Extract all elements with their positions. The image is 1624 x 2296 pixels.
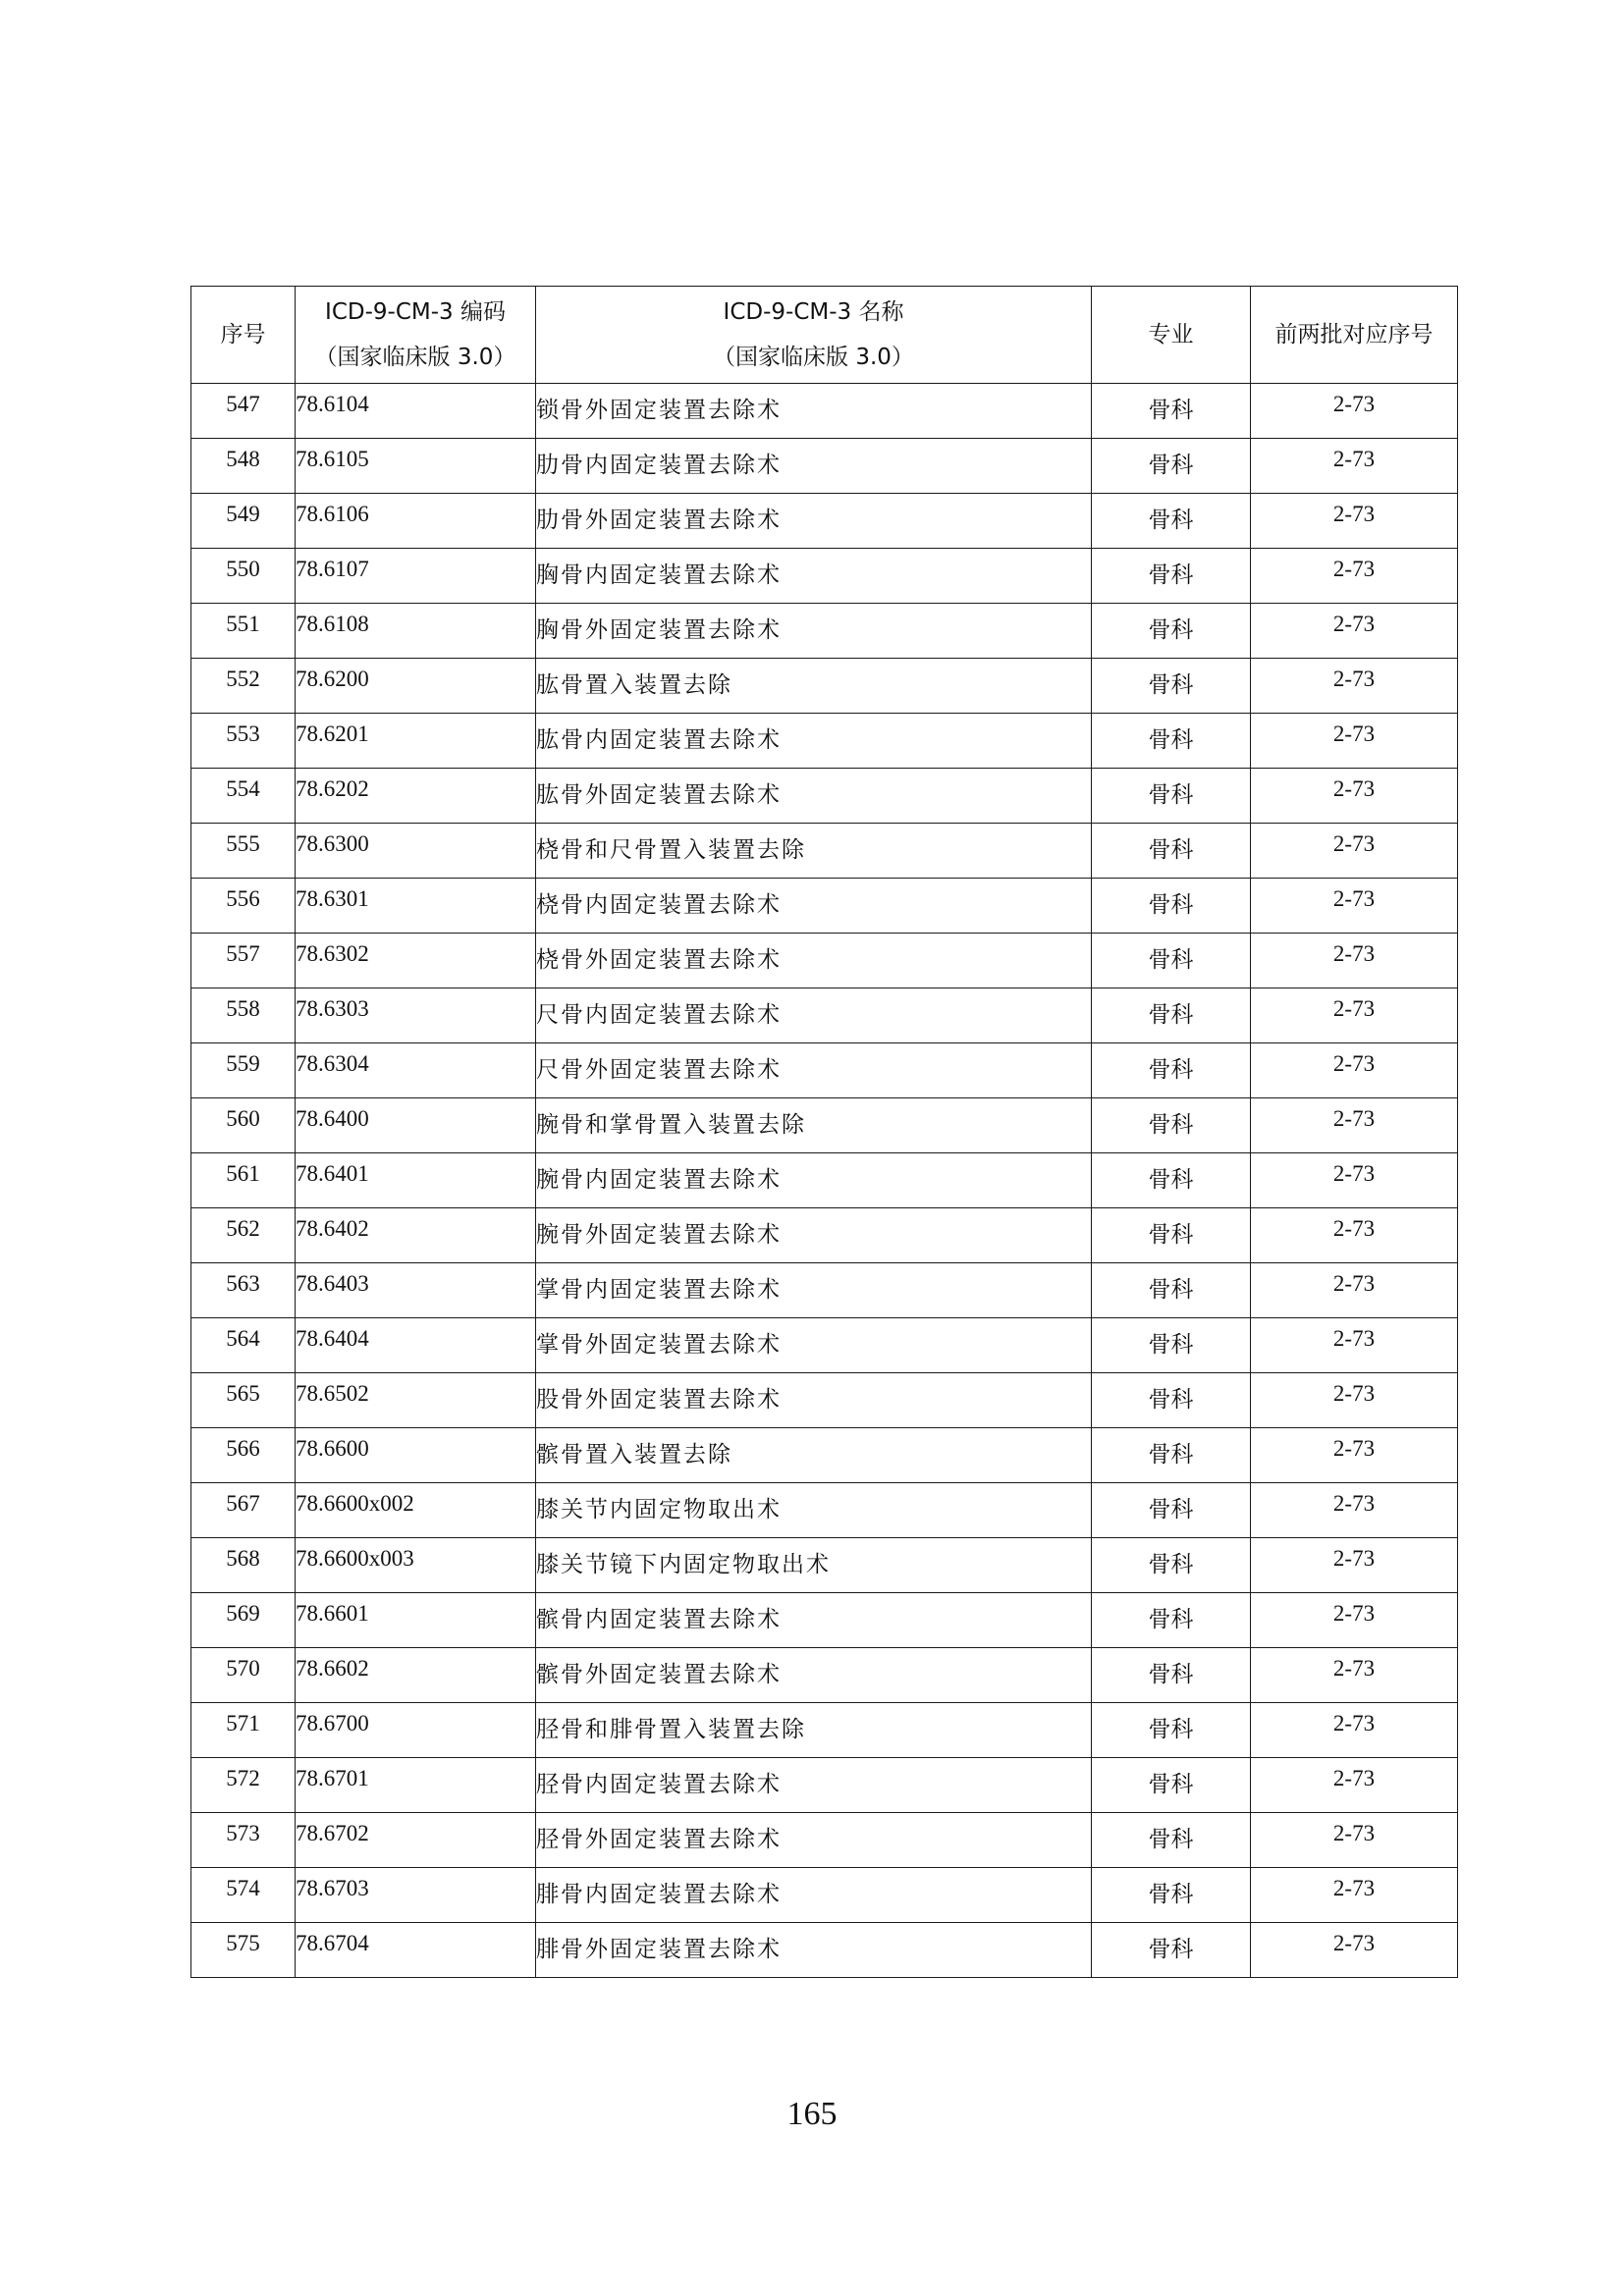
table-row — [191, 1208, 1458, 1263]
cell-specialty: 骨科 — [1092, 714, 1251, 769]
cell-specialty: 骨科 — [1092, 934, 1251, 988]
table-row — [191, 1373, 1458, 1428]
cell-code: 78.6704 — [296, 1923, 536, 1978]
cell-specialty: 骨科 — [1092, 384, 1251, 439]
cell-name: 髌骨外固定装置去除术 — [536, 1648, 1092, 1703]
cell-specialty: 骨科 — [1092, 1098, 1251, 1153]
cell-code: 78.6201 — [296, 714, 536, 769]
cell-name: 肱骨内固定装置去除术 — [536, 714, 1092, 769]
cell-specialty: 骨科 — [1092, 1483, 1251, 1538]
cell-seq: 548 — [191, 439, 296, 494]
cell-prev-seq: 2-73 — [1251, 1813, 1458, 1868]
table-row — [191, 659, 1458, 714]
cell-seq: 563 — [191, 1263, 296, 1318]
cell-code: 78.6502 — [296, 1373, 536, 1428]
cell-prev-seq: 2-73 — [1251, 934, 1458, 988]
cell-specialty: 骨科 — [1092, 879, 1251, 934]
cell-seq: 554 — [191, 769, 296, 824]
cell-code: 78.6300 — [296, 824, 536, 879]
table-row — [191, 1538, 1458, 1593]
cell-name: 肋骨内固定装置去除术 — [536, 439, 1092, 494]
cell-name: 胫骨内固定装置去除术 — [536, 1758, 1092, 1813]
cell-name: 尺骨外固定装置去除术 — [536, 1043, 1092, 1098]
cell-name: 尺骨内固定装置去除术 — [536, 988, 1092, 1043]
cell-prev-seq: 2-73 — [1251, 1153, 1458, 1208]
cell-seq: 571 — [191, 1703, 296, 1758]
cell-code: 78.6402 — [296, 1208, 536, 1263]
cell-specialty: 骨科 — [1092, 439, 1251, 494]
table-row — [191, 988, 1458, 1043]
cell-code: 78.6108 — [296, 604, 536, 659]
cell-code: 78.6304 — [296, 1043, 536, 1098]
cell-seq: 559 — [191, 1043, 296, 1098]
header-seq: 序号 — [191, 287, 296, 384]
cell-prev-seq: 2-73 — [1251, 439, 1458, 494]
cell-specialty: 骨科 — [1092, 1758, 1251, 1813]
cell-specialty: 骨科 — [1092, 1703, 1251, 1758]
table-row — [191, 934, 1458, 988]
cell-specialty: 骨科 — [1092, 824, 1251, 879]
cell-code: 78.6702 — [296, 1813, 536, 1868]
cell-prev-seq: 2-73 — [1251, 1758, 1458, 1813]
table-header-row — [191, 287, 1458, 384]
table-row — [191, 604, 1458, 659]
cell-seq: 549 — [191, 494, 296, 549]
cell-seq: 572 — [191, 1758, 296, 1813]
header-name — [536, 287, 1092, 384]
cell-specialty: 骨科 — [1092, 1923, 1251, 1978]
cell-prev-seq: 2-73 — [1251, 384, 1458, 439]
cell-prev-seq: 2-73 — [1251, 1428, 1458, 1483]
cell-name: 腕骨外固定装置去除术 — [536, 1208, 1092, 1263]
cell-specialty: 骨科 — [1092, 604, 1251, 659]
cell-prev-seq: 2-73 — [1251, 494, 1458, 549]
cell-name: 掌骨内固定装置去除术 — [536, 1263, 1092, 1318]
cell-code: 78.6700 — [296, 1703, 536, 1758]
cell-name: 肱骨外固定装置去除术 — [536, 769, 1092, 824]
cell-code: 78.6303 — [296, 988, 536, 1043]
cell-specialty: 骨科 — [1092, 1813, 1251, 1868]
cell-specialty: 骨科 — [1092, 1593, 1251, 1648]
cell-code: 78.6302 — [296, 934, 536, 988]
cell-name: 髌骨内固定装置去除术 — [536, 1593, 1092, 1648]
cell-code: 78.6301 — [296, 879, 536, 934]
cell-prev-seq: 2-73 — [1251, 1703, 1458, 1758]
header-name-line1: ICD-9-CM-3 名称 — [723, 299, 904, 325]
cell-seq: 570 — [191, 1648, 296, 1703]
cell-seq: 558 — [191, 988, 296, 1043]
cell-seq: 575 — [191, 1923, 296, 1978]
cell-seq: 555 — [191, 824, 296, 879]
cell-name: 腓骨外固定装置去除术 — [536, 1923, 1092, 1978]
table-row — [191, 1428, 1458, 1483]
cell-name: 胸骨外固定装置去除术 — [536, 604, 1092, 659]
table-row — [191, 824, 1458, 879]
cell-seq: 562 — [191, 1208, 296, 1263]
cell-name: 腕骨内固定装置去除术 — [536, 1153, 1092, 1208]
cell-code: 78.6701 — [296, 1758, 536, 1813]
cell-seq: 573 — [191, 1813, 296, 1868]
cell-seq: 557 — [191, 934, 296, 988]
table-row — [191, 1648, 1458, 1703]
cell-prev-seq: 2-73 — [1251, 659, 1458, 714]
cell-code: 78.6602 — [296, 1648, 536, 1703]
table-row — [191, 384, 1458, 439]
header-specialty: 专业 — [1092, 287, 1251, 384]
cell-specialty: 骨科 — [1092, 988, 1251, 1043]
cell-seq: 550 — [191, 549, 296, 604]
cell-prev-seq: 2-73 — [1251, 549, 1458, 604]
cell-prev-seq: 2-73 — [1251, 1483, 1458, 1538]
table-row — [191, 494, 1458, 549]
cell-code: 78.6200 — [296, 659, 536, 714]
table-row — [191, 714, 1458, 769]
cell-prev-seq: 2-73 — [1251, 1043, 1458, 1098]
cell-specialty: 骨科 — [1092, 1538, 1251, 1593]
cell-specialty: 骨科 — [1092, 494, 1251, 549]
cell-seq: 560 — [191, 1098, 296, 1153]
cell-seq: 547 — [191, 384, 296, 439]
cell-specialty: 骨科 — [1092, 1208, 1251, 1263]
cell-name: 桡骨和尺骨置入装置去除 — [536, 824, 1092, 879]
cell-prev-seq: 2-73 — [1251, 714, 1458, 769]
cell-name: 腓骨内固定装置去除术 — [536, 1868, 1092, 1923]
cell-code: 78.6105 — [296, 439, 536, 494]
cell-code: 78.6600x002 — [296, 1483, 536, 1538]
table-row — [191, 1263, 1458, 1318]
cell-code: 78.6401 — [296, 1153, 536, 1208]
table-row — [191, 1813, 1458, 1868]
table-row — [191, 439, 1458, 494]
table-row — [191, 1098, 1458, 1153]
cell-name: 胫骨和腓骨置入装置去除 — [536, 1703, 1092, 1758]
cell-code: 78.6600x003 — [296, 1538, 536, 1593]
table-row — [191, 769, 1458, 824]
cell-specialty: 骨科 — [1092, 1868, 1251, 1923]
cell-name: 肋骨外固定装置去除术 — [536, 494, 1092, 549]
cell-code: 78.6104 — [296, 384, 536, 439]
cell-code: 78.6106 — [296, 494, 536, 549]
table-row — [191, 1153, 1458, 1208]
cell-name: 桡骨外固定装置去除术 — [536, 934, 1092, 988]
cell-name: 肱骨置入装置去除 — [536, 659, 1092, 714]
cell-name: 髌骨置入装置去除 — [536, 1428, 1092, 1483]
cell-seq: 574 — [191, 1868, 296, 1923]
table-row — [191, 1868, 1458, 1923]
cell-specialty: 骨科 — [1092, 769, 1251, 824]
page-number: 165 — [786, 2096, 838, 2132]
table-row — [191, 879, 1458, 934]
cell-name: 腕骨和掌骨置入装置去除 — [536, 1098, 1092, 1153]
cell-prev-seq: 2-73 — [1251, 1373, 1458, 1428]
procedure-table — [190, 286, 1458, 1978]
header-prev-seq: 前两批对应序号 — [1251, 287, 1458, 384]
cell-seq: 556 — [191, 879, 296, 934]
cell-prev-seq: 2-73 — [1251, 879, 1458, 934]
cell-prev-seq: 2-73 — [1251, 1208, 1458, 1263]
cell-prev-seq: 2-73 — [1251, 1593, 1458, 1648]
cell-prev-seq: 2-73 — [1251, 1868, 1458, 1923]
cell-code: 78.6601 — [296, 1593, 536, 1648]
header-code-line2: （国家临床版 3.0） — [314, 345, 516, 370]
cell-prev-seq: 2-73 — [1251, 824, 1458, 879]
cell-seq: 565 — [191, 1373, 296, 1428]
cell-name: 膝关节镜下内固定物取出术 — [536, 1538, 1092, 1593]
cell-name: 胸骨内固定装置去除术 — [536, 549, 1092, 604]
table-body — [191, 384, 1458, 1978]
cell-seq: 564 — [191, 1318, 296, 1373]
header-code — [296, 287, 536, 384]
cell-name: 锁骨外固定装置去除术 — [536, 384, 1092, 439]
cell-prev-seq: 2-73 — [1251, 1538, 1458, 1593]
cell-code: 78.6107 — [296, 549, 536, 604]
cell-seq: 551 — [191, 604, 296, 659]
cell-prev-seq: 2-73 — [1251, 1263, 1458, 1318]
table-row — [191, 1043, 1458, 1098]
cell-code: 78.6404 — [296, 1318, 536, 1373]
cell-specialty: 骨科 — [1092, 549, 1251, 604]
table-row — [191, 1703, 1458, 1758]
cell-name: 股骨外固定装置去除术 — [536, 1373, 1092, 1428]
cell-specialty: 骨科 — [1092, 1153, 1251, 1208]
cell-specialty: 骨科 — [1092, 1318, 1251, 1373]
cell-specialty: 骨科 — [1092, 1263, 1251, 1318]
table-row — [191, 549, 1458, 604]
table-row — [191, 1318, 1458, 1373]
table-row — [191, 1923, 1458, 1978]
table-row — [191, 1483, 1458, 1538]
table-row — [191, 1593, 1458, 1648]
cell-prev-seq: 2-73 — [1251, 1923, 1458, 1978]
cell-specialty: 骨科 — [1092, 1373, 1251, 1428]
table-row — [191, 1758, 1458, 1813]
cell-specialty: 骨科 — [1092, 1648, 1251, 1703]
cell-code: 78.6400 — [296, 1098, 536, 1153]
cell-prev-seq: 2-73 — [1251, 1648, 1458, 1703]
cell-name: 膝关节内固定物取出术 — [536, 1483, 1092, 1538]
cell-name: 胫骨外固定装置去除术 — [536, 1813, 1092, 1868]
cell-code: 78.6202 — [296, 769, 536, 824]
cell-specialty: 骨科 — [1092, 1428, 1251, 1483]
cell-prev-seq: 2-73 — [1251, 1098, 1458, 1153]
header-name-line2: （国家临床版 3.0） — [713, 345, 914, 370]
cell-seq: 569 — [191, 1593, 296, 1648]
cell-prev-seq: 2-73 — [1251, 988, 1458, 1043]
cell-seq: 553 — [191, 714, 296, 769]
cell-code: 78.6703 — [296, 1868, 536, 1923]
cell-seq: 561 — [191, 1153, 296, 1208]
cell-seq: 566 — [191, 1428, 296, 1483]
cell-seq: 552 — [191, 659, 296, 714]
cell-code: 78.6600 — [296, 1428, 536, 1483]
cell-prev-seq: 2-73 — [1251, 769, 1458, 824]
cell-name: 桡骨内固定装置去除术 — [536, 879, 1092, 934]
cell-name: 掌骨外固定装置去除术 — [536, 1318, 1092, 1373]
cell-seq: 567 — [191, 1483, 296, 1538]
cell-seq: 568 — [191, 1538, 296, 1593]
cell-prev-seq: 2-73 — [1251, 604, 1458, 659]
header-code-line1: ICD-9-CM-3 编码 — [325, 299, 506, 325]
cell-prev-seq: 2-73 — [1251, 1318, 1458, 1373]
cell-code: 78.6403 — [296, 1263, 536, 1318]
cell-specialty: 骨科 — [1092, 1043, 1251, 1098]
cell-specialty: 骨科 — [1092, 659, 1251, 714]
